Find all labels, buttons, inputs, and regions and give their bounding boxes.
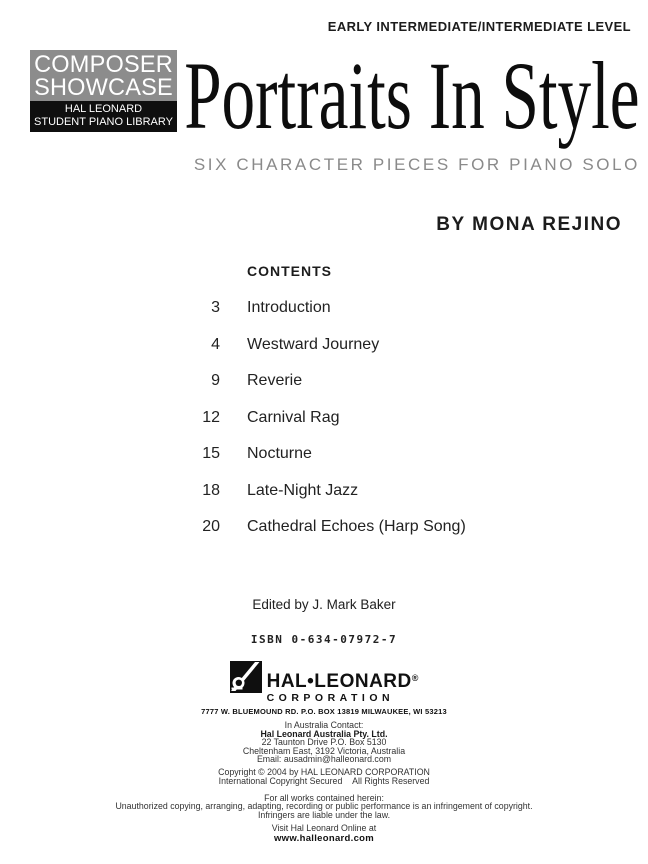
- hal-leonard-logo-icon: [230, 661, 262, 693]
- publisher-logo-text: [267, 659, 419, 704]
- contents-heading: CONTENTS: [247, 263, 332, 279]
- contents-row: [150, 410, 466, 426]
- contents-page-number: 4: [211, 335, 220, 353]
- contents-piece-title: Cathedral Echoes (Harp Song): [247, 518, 466, 535]
- book-title: Portraits In Style: [184, 42, 640, 149]
- contents-page-number: 12: [202, 408, 220, 426]
- copyright-line2: International Copyright Secured All Rights Reserved: [218, 775, 430, 786]
- contents-piece-title: Introduction: [247, 299, 331, 316]
- contents-piece-title: Reverie: [247, 372, 303, 389]
- contents-piece-title: Late-Night Jazz: [247, 481, 359, 499]
- contents-row: [150, 519, 466, 535]
- series-name-line1: COMPOSER: [34, 51, 173, 78]
- publisher-corporation-label: CORPORATION: [266, 692, 395, 704]
- australia-address-line2: Cheltenham East, 3192 Victoria, Australia: [242, 745, 406, 756]
- australia-company-name: Hal Leonard Australia Pty. Ltd.: [260, 728, 388, 739]
- website-prompt: Visit Hal Leonard Online at: [271, 823, 377, 833]
- copyright-line1: Copyright © 2004 by HAL LEONARD CORPORATION: [218, 767, 430, 777]
- contents-page-number: 20: [202, 518, 220, 535]
- registered-mark: ®: [411, 673, 419, 683]
- contents-row: [150, 373, 466, 389]
- contents-piece-title: Carnival Rag: [247, 408, 340, 426]
- series-brand-line2: STUDENT PIANO LIBRARY: [34, 115, 173, 128]
- australia-contact-line: In Australia Contact:: [284, 720, 364, 730]
- legal-notice-line1: For all works contained herein:: [264, 793, 384, 803]
- contents-page-number: 3: [211, 299, 220, 316]
- editor-credit: Edited by J. Mark Baker: [252, 597, 396, 612]
- publisher-logo-row: [230, 659, 419, 704]
- contents-list: [150, 300, 466, 556]
- contents-row: [150, 483, 466, 499]
- book-subtitle: SIX CHARACTER PIECES FOR PIANO SOLO: [193, 155, 640, 174]
- legal-notice-line2: Unauthorized copying, arranging, adapting, recording or public performance is an infringement of copyright.: [115, 801, 533, 812]
- contents-piece-title: Nocturne: [247, 445, 312, 462]
- publisher-logo-block: [0, 659, 648, 716]
- australia-contact-block: [0, 721, 648, 764]
- australia-address-line1: 22 Taunton Drive P.O. Box 5130: [261, 737, 387, 748]
- composer-showcase-badge-bottom: [30, 101, 177, 132]
- copyright-block: [0, 768, 648, 785]
- isbn-number: ISBN 0-634-07972-7: [250, 633, 398, 646]
- publisher-address: 7777 W. BLUEMOUND RD. P.O. BOX 13819 MILWAUKEE, WI 53213: [201, 707, 447, 716]
- website-url: www.halleonard.com: [273, 832, 375, 844]
- publisher-name: [267, 669, 419, 691]
- author-byline: BY MONA REJINO: [436, 214, 622, 235]
- contents-row: [150, 337, 466, 353]
- difficulty-level-label: EARLY INTERMEDIATE/INTERMEDIATE LEVEL: [327, 19, 631, 34]
- composer-showcase-badge-top: [30, 50, 177, 101]
- series-brand-line1: HAL LEONARD: [64, 103, 143, 115]
- australia-email: Email: ausadmin@halleonard.com: [256, 754, 392, 765]
- contents-page-number: 18: [202, 481, 220, 499]
- contents-piece-title: Westward Journey: [247, 335, 380, 353]
- composer-showcase-badge: [30, 50, 177, 132]
- website-block: [0, 824, 648, 843]
- publisher-name-text: HAL•LEONARD: [266, 671, 412, 692]
- contents-page-number: 15: [202, 445, 220, 462]
- series-name-line2: SHOWCASE: [34, 74, 173, 101]
- contents-row: [150, 446, 466, 462]
- legal-notice-line3: Infringers are liable under the law.: [257, 809, 391, 820]
- legal-notice-block: [0, 794, 648, 819]
- contents-row: [150, 300, 466, 316]
- contents-page-number: 9: [211, 372, 220, 389]
